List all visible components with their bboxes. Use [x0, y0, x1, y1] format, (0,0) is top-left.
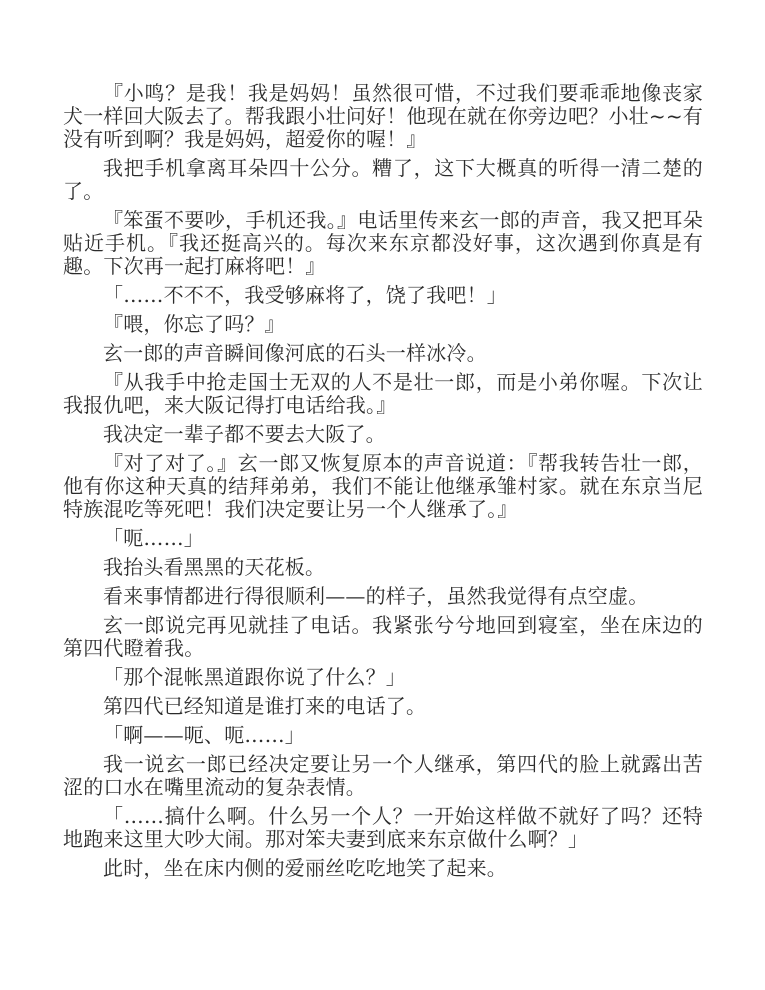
paragraph: 『小鸣？是我！我是妈妈！虽然很可惜，不过我们要乖乖地像丧家犬一样回大阪去了。帮我跟小壮问好！他现在就在你旁边吧？小壮~~有没有听到啊？我是妈妈，超爱你的喔！』 — [63, 81, 703, 151]
paragraph: 第四代已经知道是谁打来的电话了。 — [103, 694, 427, 718]
novel-text-block — [63, 82, 703, 880]
paragraph: 我抬头看黑黑的天花板。 — [103, 555, 326, 579]
paragraph: 「那个混帐黑道跟你说了什么？」 — [103, 665, 406, 689]
paragraph: 玄一郎的声音瞬间像河底的石头一样冰冷。 — [103, 341, 487, 365]
paragraph: 『笨蛋不要吵，手机还我。』电话里传来玄一郎的声音，我又把耳朵贴近手机。『我还挺高兴的。每次来东京都没好事，这次遇到你真是有趣。下次再一起打麻将吧！』 — [63, 208, 703, 278]
paragraph: 看来事情都进行得很顺利——的样子，虽然我觉得有点空虚。 — [103, 584, 649, 608]
paragraph: 『从我手中抢走国士无双的人不是壮一郎，而是小弟你喔。下次让我报仇吧，来大阪记得打电话给我。』 — [63, 370, 703, 417]
paragraph: 『喂，你忘了吗？』 — [103, 312, 285, 336]
paragraph: 「呃……」 — [103, 526, 204, 550]
paragraph: 「啊——呃、呃……」 — [103, 723, 305, 747]
paragraph: 我决定一辈子都不要去大阪了。 — [103, 422, 386, 446]
paragraph: 此时，坐在床内侧的爱丽丝吃吃地笑了起来。 — [103, 856, 507, 880]
paragraph: 我把手机拿离耳朵四十公分。糟了，这下大概真的听得一清二楚的了。 — [63, 156, 703, 203]
paragraph: 我一说玄一郎已经决定要让另一个人继承，第四代的脸上就露出苦涩的口水在嘴里流动的复杂表情。 — [63, 752, 703, 799]
paragraph: 「……搞什么啊。什么另一个人？一开始这样做不就好了吗？还特地跑来这里大吵大闹。那对笨夫妻到底来东京做什么啊？」 — [63, 804, 703, 851]
paragraph: 玄一郎说完再见就挂了电话。我紧张兮兮地回到寝室，坐在床边的第四代瞪着我。 — [63, 613, 703, 660]
paragraph: 『对了对了。』玄一郎又恢复原本的声音说道：『帮我转告壮一郎，他有你这种天真的结拜弟弟，我们不能让他继承雏村家。就在东京当尼特族混吃等死吧！我们决定要让另一个人继承了。』 — [63, 451, 703, 521]
paragraph: 「……不不不，我受够麻将了，饶了我吧！」 — [103, 283, 507, 307]
